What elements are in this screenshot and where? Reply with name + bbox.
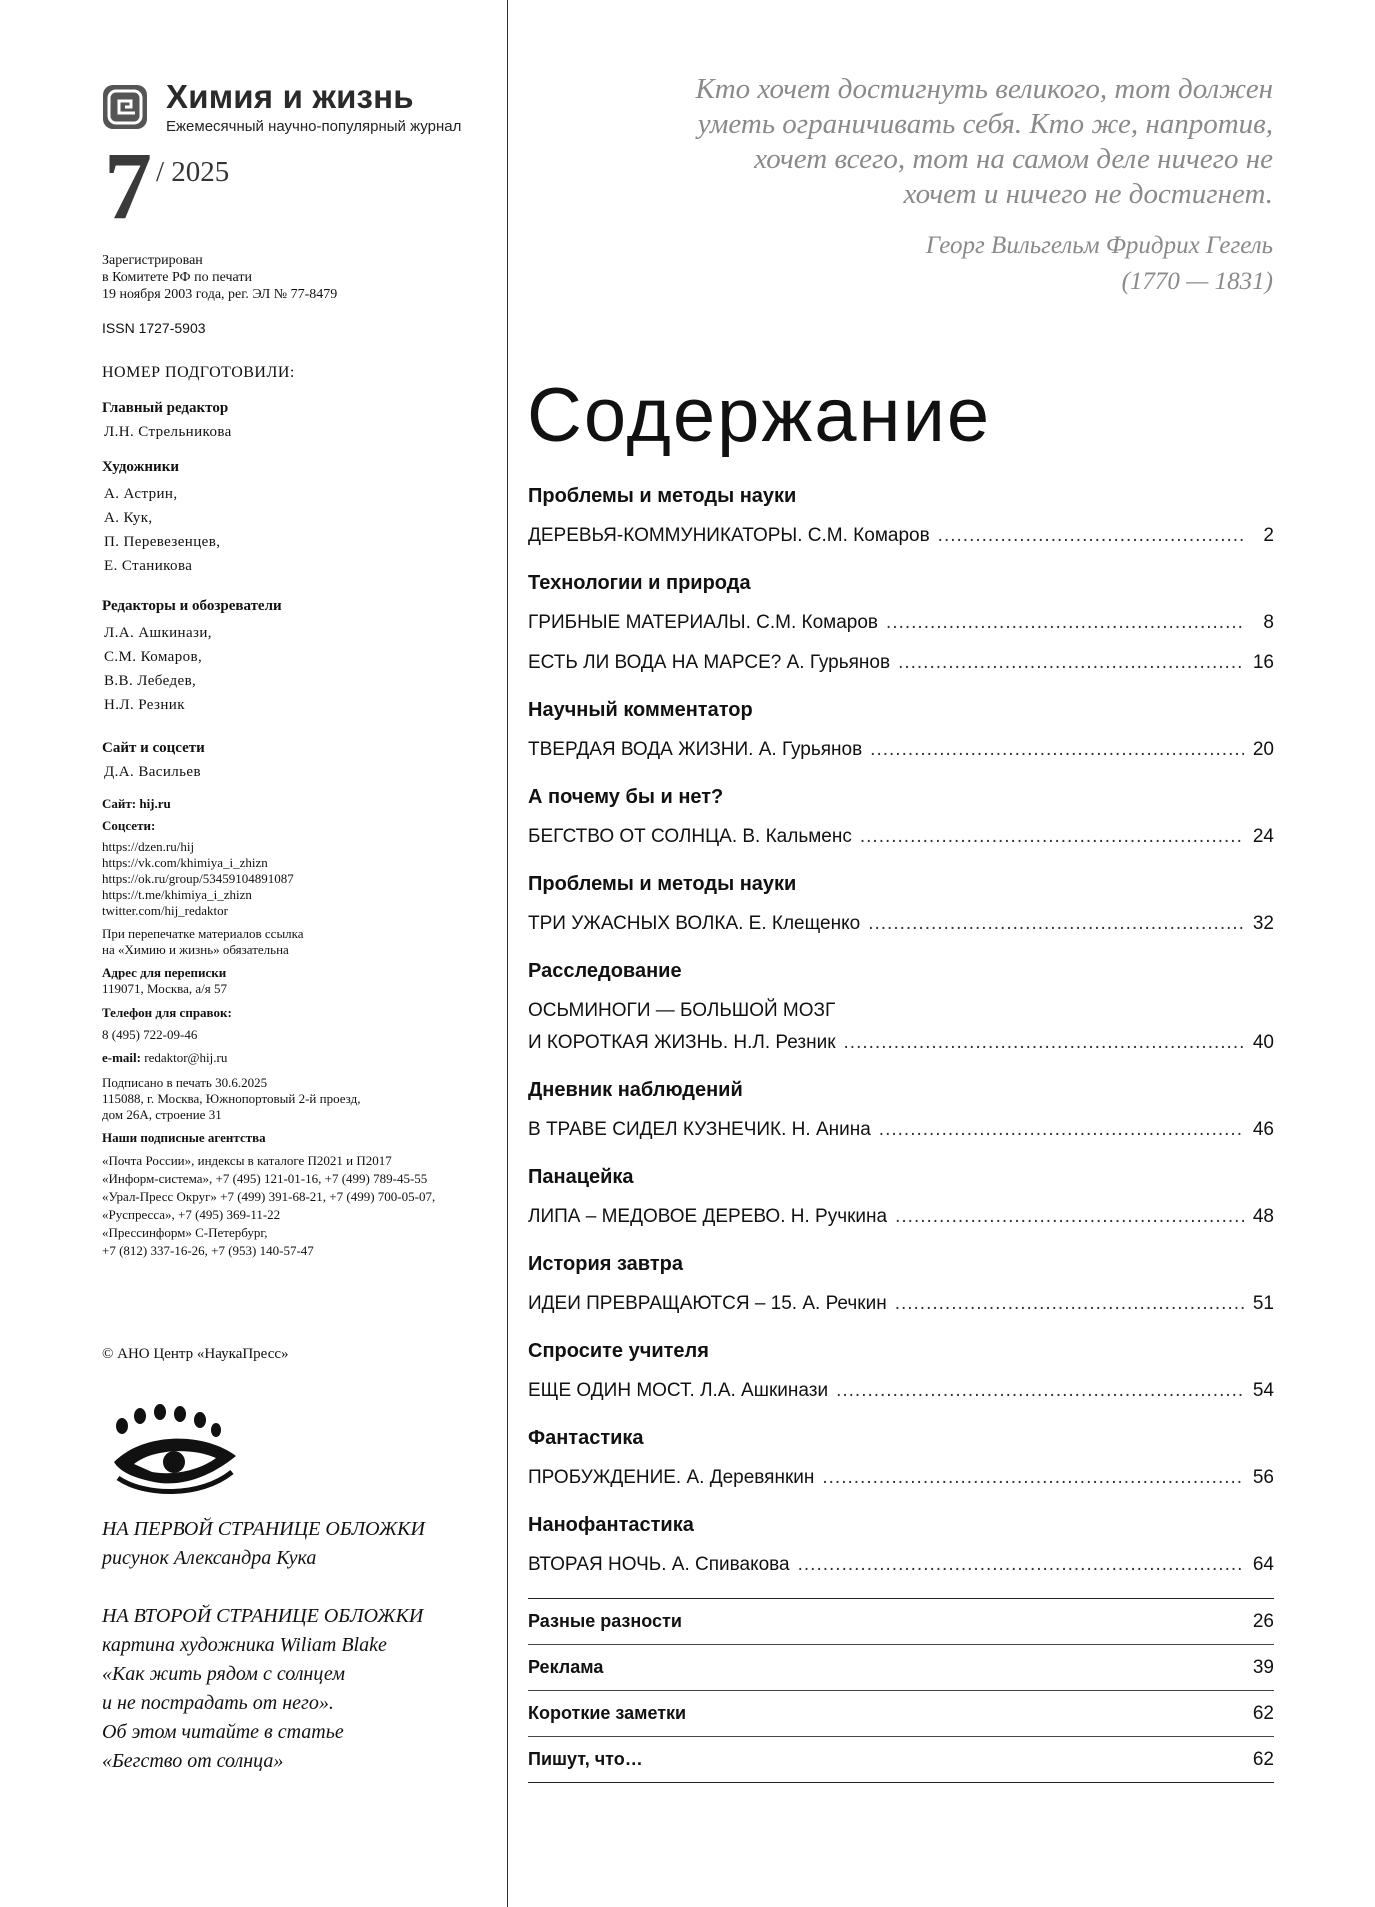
toc-leader-dots: [938, 520, 1244, 552]
phone-label: Телефон для справок:: [102, 1005, 232, 1020]
toc-page-number: 8: [1263, 612, 1274, 633]
cover-note-text: Об этом читайте в статье: [102, 1721, 344, 1743]
reprint-line: При перепечатке материалов ссылка: [102, 926, 304, 941]
toc-section-title: Нанофантастика: [528, 1514, 694, 1536]
epigraph-author-name: Георг Вильгельм Фридрих Гегель: [925, 232, 1273, 259]
print-info-line: дом 26А, строение 31: [102, 1107, 222, 1122]
toc-section: [528, 1076, 1274, 1146]
epigraph-line: хочет всего, тот на самом деле ничего не: [754, 143, 1273, 175]
agency-line: «Прессинформ» С-Петербург,: [102, 1225, 268, 1240]
toc-leader-dots: [868, 908, 1244, 940]
social-link[interactable]: https://t.me/khimiya_i_zhizn: [102, 887, 252, 902]
agency-line: «Информ-система», +7 (495) 121-01-16, +7 (499) 789-45-55: [102, 1171, 428, 1186]
staff-name: В.В. Лебедев,: [104, 673, 197, 689]
toc-entry[interactable]: [528, 1549, 1274, 1581]
toc-entry-title[interactable]: ДЕРЕВЬЯ-КОММУНИКАТОРЫ. С.М. Комаров: [528, 525, 930, 546]
misc-label: Разные разности: [528, 1611, 682, 1631]
toc-entry[interactable]: [528, 1201, 1274, 1233]
role-title: Редакторы и обозреватели: [102, 598, 282, 614]
role-title: Сайт и соцсети: [102, 740, 205, 756]
staff-name: Д.А. Васильев: [104, 764, 201, 780]
registration-line: 19 ноября 2003 года, рег. ЭЛ № 77-8479: [102, 287, 338, 302]
agency-line: «Руспресса», +7 (495) 369-11-22: [102, 1207, 281, 1222]
misc-page-number: 62: [1252, 1702, 1274, 1724]
toc-page-number: 46: [1252, 1119, 1274, 1140]
toc-entry-title[interactable]: И КОРОТКАЯ ЖИЗНЬ. Н.Л. Резник: [528, 1032, 836, 1053]
table-of-contents: [528, 482, 1274, 1598]
toc-entry-title[interactable]: ЕЩЕ ОДИН МОСТ. Л.А. Ашкинази: [528, 1380, 829, 1401]
staff-name: Л.А. Ашкинази,: [104, 625, 212, 641]
misc-page-number: 39: [1252, 1656, 1274, 1678]
toc-section: [528, 870, 1274, 940]
toc-section-title: История завтра: [528, 1253, 683, 1275]
cover-note-text: картина художника Wiliam Blake: [102, 1634, 387, 1656]
toc-title: Содержание: [527, 373, 992, 458]
toc-section: [528, 783, 1274, 853]
toc-section-title: Проблемы и методы науки: [528, 873, 797, 895]
social-link[interactable]: https://vk.com/khimiya_i_zhizn: [102, 855, 268, 870]
staff-name: А. Астрин,: [104, 486, 178, 502]
misc-row[interactable]: [528, 1737, 1274, 1782]
epigraph-author-years: (1770 — 1831): [1121, 268, 1273, 295]
email-label: e-mail:: [102, 1050, 141, 1065]
social-link[interactable]: https://ok.ru/group/53459104891087: [102, 871, 294, 886]
toc-section-title: Панацейка: [528, 1166, 634, 1188]
toc-entry-title-line[interactable]: ОСЬМИНОГИ — БОЛЬШОЙ МОЗГ: [528, 1000, 836, 1021]
epigraph-line: Кто хочет достигнуть великого, тот должен: [695, 73, 1273, 105]
toc-section-title: А почему бы и нет?: [528, 786, 724, 808]
toc-page-number: 40: [1252, 1032, 1274, 1053]
registration-line: Зарегистрирован: [102, 253, 203, 268]
toc-entry[interactable]: [528, 520, 1274, 552]
toc-section: [528, 1337, 1274, 1407]
toc-page-number: 16: [1252, 652, 1274, 673]
toc-entry-title[interactable]: ВТОРАЯ НОЧЬ. А. Спивакова: [528, 1554, 790, 1575]
misc-sections-table: [528, 1598, 1274, 1783]
staff-name: П. Перевезенцев,: [104, 534, 221, 550]
toc-leader-dots: [879, 1114, 1244, 1146]
artists-block: [102, 459, 220, 578]
toc-section: [528, 482, 1274, 552]
toc-entry-title[interactable]: ТВЕРДАЯ ВОДА ЖИЗНИ. А. Гурьянов: [528, 739, 863, 760]
toc-entry-title[interactable]: БЕГСТВО ОТ СОЛНЦА. В. Кальменс: [528, 826, 852, 847]
toc-entry[interactable]: [528, 1027, 1274, 1059]
toc-leader-dots: [898, 647, 1244, 679]
toc-entry[interactable]: [528, 1288, 1274, 1320]
misc-row[interactable]: [528, 1645, 1274, 1691]
toc-leader-dots: [886, 607, 1244, 639]
issn: ISSN 1727-5903: [102, 320, 206, 336]
address-label: Адрес для переписки: [102, 965, 227, 980]
misc-label: Реклама: [528, 1657, 604, 1677]
toc-entry-title[interactable]: ТРИ УЖАСНЫХ ВОЛКА. Е. Клещенко: [528, 913, 861, 934]
toc-entry[interactable]: [528, 647, 1274, 679]
toc-section-title: Технологии и природа: [528, 572, 751, 594]
print-info: [102, 1075, 435, 1123]
eye-illustration-icon: [104, 1404, 244, 1499]
address: 119071, Москва, а/я 57: [102, 981, 228, 996]
issue-number: 7: [104, 132, 152, 239]
toc-page-number: 56: [1252, 1467, 1274, 1488]
agencies-list: [102, 1152, 435, 1260]
journal-subtitle: Ежемесячный научно-популярный журнал: [166, 118, 462, 135]
toc-entry[interactable]: [528, 734, 1274, 766]
misc-label: Короткие заметки: [528, 1703, 687, 1723]
misc-row[interactable]: [528, 1691, 1274, 1737]
cover-note-text: рисунок Александра Кука: [102, 1547, 317, 1569]
role-title: Главный редактор: [102, 400, 229, 416]
toc-leader-dots: [860, 821, 1244, 853]
email-link[interactable]: redaktor@hij.ru: [144, 1050, 228, 1065]
toc-page-number: 48: [1252, 1206, 1274, 1227]
toc-entry-title[interactable]: ГРИБНЫЕ МАТЕРИАЛЫ. С.М. Комаров: [528, 612, 879, 633]
toc-entry-title[interactable]: ЛИПА – МЕДОВОЕ ДЕРЕВО. Н. Ручкина: [528, 1206, 888, 1227]
toc-leader-dots: [870, 734, 1244, 766]
cover-note-text: «Как жить рядом с солнцем: [102, 1663, 345, 1685]
agency-line: +7 (812) 337-16-26, +7 (953) 140-57-47: [102, 1243, 314, 1258]
print-info-line: 115088, г. Москва, Южнопортовый 2-й проезд,: [102, 1091, 361, 1106]
registration-line: в Комитете РФ по печати: [102, 270, 252, 285]
journal-logo-icon: [102, 84, 148, 130]
toc-section-title: Расследование: [528, 960, 682, 982]
toc-section-title: Проблемы и методы науки: [528, 485, 797, 507]
toc-entry-title[interactable]: ИДЕИ ПРЕВРАЩАЮТСЯ – 15. А. Речкин: [528, 1293, 887, 1314]
agency-line: «Урал-Пресс Округ» +7 (499) 391-68-21, +7 (499) 700-05-07,: [102, 1189, 436, 1204]
misc-row[interactable]: [528, 1599, 1274, 1645]
toc-entry-title[interactable]: ПРОБУЖДЕНИЕ. А. Деревянкин: [528, 1467, 815, 1488]
agency-line: «Почта России», индексы в каталоге П2021 и П2017: [102, 1153, 392, 1168]
misc-label: Пишут, что…: [528, 1749, 643, 1769]
toc-leader-dots: [798, 1549, 1244, 1581]
phone: 8 (495) 722-09-46: [102, 1027, 198, 1042]
cover-note-title: НА ВТОРОЙ СТРАНИЦЕ ОБЛОЖКИ: [102, 1605, 424, 1627]
print-info-line: Подписано в печать 30.6.2025: [102, 1075, 268, 1090]
artists-list: [102, 482, 220, 578]
toc-entry-title[interactable]: ЕСТЬ ЛИ ВОДА НА МАРСЕ? А. Гурьянов: [528, 652, 891, 673]
cover-note-text: «Бегство от солнца»: [102, 1750, 284, 1772]
toc-leader-dots: [822, 1462, 1244, 1494]
toc-section: [528, 569, 1274, 679]
toc-section-title: Спросите учителя: [528, 1340, 709, 1362]
toc-section: [528, 696, 1274, 766]
contacts-block: [102, 796, 435, 1260]
toc-section: [528, 957, 1274, 1059]
toc-page-number: 54: [1252, 1380, 1274, 1401]
chief-editor-block: [102, 400, 232, 444]
toc-leader-dots: [895, 1201, 1244, 1233]
toc-leader-dots: [844, 1027, 1244, 1059]
editors-list: [102, 621, 282, 717]
epigraph-author: [926, 228, 1273, 300]
site-label: Сайт:: [102, 796, 137, 811]
toc-page-number: 64: [1252, 1554, 1274, 1575]
misc-page-number: 26: [1252, 1610, 1274, 1632]
toc-page-number: 32: [1252, 913, 1274, 934]
toc-entry-title[interactable]: В ТРАВЕ СИДЕЛ КУЗНЕЧИК. Н. Анина: [528, 1119, 871, 1140]
site-link[interactable]: hij.ru: [139, 796, 171, 811]
toc-entry[interactable]: [528, 607, 1274, 639]
reprint-line: на «Химию и жизнь» обязательна: [102, 942, 289, 957]
column-divider: [507, 0, 508, 1907]
toc-page-number: 20: [1252, 739, 1274, 760]
toc-section: [528, 1163, 1274, 1233]
issue-year: / 2025: [156, 156, 230, 188]
toc-section: [528, 1511, 1274, 1581]
social-links: [102, 839, 435, 919]
second-cover-note: [102, 1602, 423, 1776]
toc-leader-dots: [895, 1288, 1244, 1320]
reprint-notice: [102, 926, 435, 958]
toc-section-title: Фантастика: [528, 1427, 644, 1449]
cover-note-text: и не пострадать от него».: [102, 1692, 334, 1714]
role-title: Художники: [102, 459, 179, 475]
toc-entry[interactable]: [528, 1114, 1274, 1146]
toc-page-number: 51: [1252, 1293, 1274, 1314]
copyright: © АНО Центр «НаукаПресс»: [102, 1346, 289, 1362]
first-cover-note: [102, 1515, 425, 1573]
social-link[interactable]: twitter.com/hij_redaktor: [102, 903, 228, 918]
agencies-label: Наши подписные агентства: [102, 1130, 266, 1145]
staff-name: А. Кук,: [104, 510, 153, 526]
staff-name: Е. Станикова: [104, 558, 193, 574]
toc-entry[interactable]: [528, 821, 1274, 853]
toc-section-title: Дневник наблюдений: [528, 1079, 743, 1101]
misc-page-number: 62: [1252, 1748, 1274, 1770]
journal-title: Химия и жизнь: [166, 78, 414, 115]
toc-entry[interactable]: [528, 908, 1274, 940]
epigraph-quote: [573, 72, 1273, 212]
toc-entry[interactable]: [528, 1462, 1274, 1494]
toc-leader-dots: [836, 1375, 1244, 1407]
staff-name: С.М. Комаров,: [104, 649, 203, 665]
toc-page-number: 24: [1252, 826, 1274, 847]
toc-entry[interactable]: [528, 1375, 1274, 1407]
toc-section-title: Научный комментатор: [528, 699, 753, 721]
toc-section: [528, 1250, 1274, 1320]
staff-name: Л.Н. Стрельникова: [104, 424, 232, 440]
social-block: [102, 740, 205, 784]
epigraph-line: хочет и ничего не достигнет.: [903, 178, 1273, 210]
cover-note-title: НА ПЕРВОЙ СТРАНИЦЕ ОБЛОЖКИ: [102, 1518, 425, 1540]
toc-section: [528, 1424, 1274, 1494]
prepared-by-heading: НОМЕР ПОДГОТОВИЛИ:: [102, 364, 295, 381]
social-label: Соцсети:: [102, 818, 156, 833]
staff-name: Н.Л. Резник: [104, 697, 185, 713]
toc-page-number: 2: [1263, 525, 1274, 546]
social-link[interactable]: https://dzen.ru/hij: [102, 839, 195, 854]
editors-block: [102, 598, 282, 717]
registration-info: [102, 252, 337, 303]
epigraph-line: уметь ограничивать себя. Кто же, напротив,: [697, 108, 1273, 140]
